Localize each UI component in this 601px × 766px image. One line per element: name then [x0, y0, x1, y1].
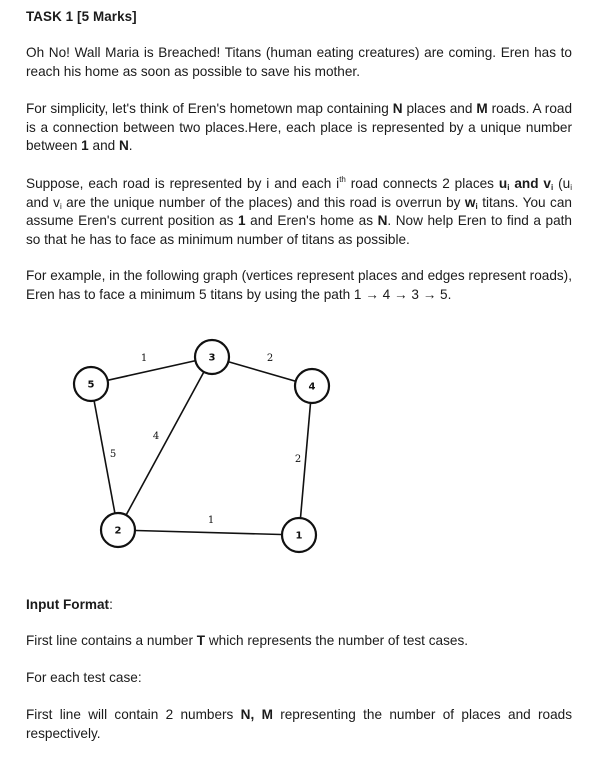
node-label: 5	[87, 379, 95, 391]
example-graph	[60, 330, 360, 560]
input-text: First line will contain 2 numbers	[26, 707, 241, 722]
road-text: titans. You can assume Eren's current position as	[26, 194, 572, 229]
graph-node-2	[101, 513, 135, 547]
road-text: road connects 2 places	[345, 176, 499, 191]
input-text: representing the number of places and roads respectively.	[26, 707, 573, 741]
graph-edge-3-2	[118, 357, 215, 530]
road-subscript: i	[507, 183, 510, 192]
edge-weight-3-2: 4	[152, 431, 160, 442]
input-nm: N, M	[240, 707, 273, 722]
graph-edge-weights	[110, 353, 301, 526]
input-t: T	[196, 633, 206, 648]
edge-weight-4-1: 2	[294, 454, 302, 465]
road-start: 1	[238, 213, 246, 229]
graph-edge-2-1	[118, 530, 299, 535]
graph-edge-5-3	[91, 357, 212, 384]
map-n: N	[118, 138, 129, 154]
graph-node-1	[282, 518, 316, 552]
input-text: First line contains a number	[26, 633, 197, 648]
map-text: roads. A road is a connection between two places.Here, each place is represented by a unique number between	[26, 101, 573, 154]
edge-weight-5-3: 1	[140, 353, 148, 364]
input-text: which represents the number of test cases.	[205, 633, 469, 648]
road-subscript: i	[59, 201, 62, 211]
map-paragraph	[26, 100, 572, 156]
graph-node-4	[295, 369, 329, 403]
road-u	[499, 176, 553, 191]
node-label: 1	[295, 530, 303, 542]
road-superscript: th	[339, 175, 346, 184]
input-line-3	[26, 706, 572, 743]
road-text: . Now help Eren to find a path so that he has to face as minimum number of titans as possible.	[26, 213, 572, 247]
node-label: 2	[114, 525, 122, 537]
input-format-label: Input Format	[26, 597, 110, 612]
node-label: 3	[208, 352, 216, 364]
node-label: 4	[308, 381, 316, 393]
road-w	[465, 195, 478, 210]
road-text: (u	[553, 176, 571, 191]
map-text: .	[128, 138, 133, 154]
map-m: M	[476, 101, 488, 116]
graph-nodes	[74, 340, 329, 552]
road-subscript: i	[570, 183, 572, 192]
road-w-letter: w	[464, 194, 476, 210]
road-and: and	[509, 176, 544, 191]
graph-node-5	[74, 367, 108, 401]
road-subscript: i	[550, 183, 554, 192]
task-heading: TASK 1 [5 Marks]	[26, 9, 137, 24]
map-n: N	[392, 101, 403, 116]
input-format-colon: :	[109, 597, 113, 612]
road-text: Suppose, each road is represented by i and each i	[26, 176, 340, 191]
road-text: and Eren's home as	[245, 213, 378, 229]
road-u-letter: u	[498, 176, 508, 191]
graph-edges	[91, 357, 312, 535]
map-text: For simplicity, let's think of Eren's hometown map containing	[26, 101, 393, 116]
edge-weight-2-1: 1	[207, 515, 215, 526]
map-text: places and	[402, 101, 477, 116]
map-one: 1	[81, 138, 89, 154]
example-paragraph: For example, in the following graph (vertices represent places and edges represent roads), Eren has to face a minimum 5 titans by using the path 1 → 4 → 3 → 5.	[26, 268, 572, 302]
input-line-1	[26, 632, 572, 651]
road-v-letter: v	[543, 176, 551, 191]
input-line-2: For each test case:	[26, 670, 142, 685]
input-format-title	[26, 597, 113, 612]
map-text: and	[88, 138, 119, 154]
road-text: and v	[26, 194, 60, 210]
road-paragraph	[26, 175, 572, 249]
edge-weight-3-4: 2	[266, 353, 274, 364]
edge-weight-5-2: 5	[109, 449, 117, 460]
road-subscript: i	[475, 201, 478, 211]
road-text: are the unique number of the places) and this road is overrun by	[61, 194, 465, 210]
graph-node-3	[195, 340, 229, 374]
intro-paragraph: Oh No! Wall Maria is Breached! Titans (human eating creatures) are coming. Eren has to reach his home as soon as possible to save his mother.	[26, 45, 572, 79]
road-home: N	[377, 213, 388, 229]
